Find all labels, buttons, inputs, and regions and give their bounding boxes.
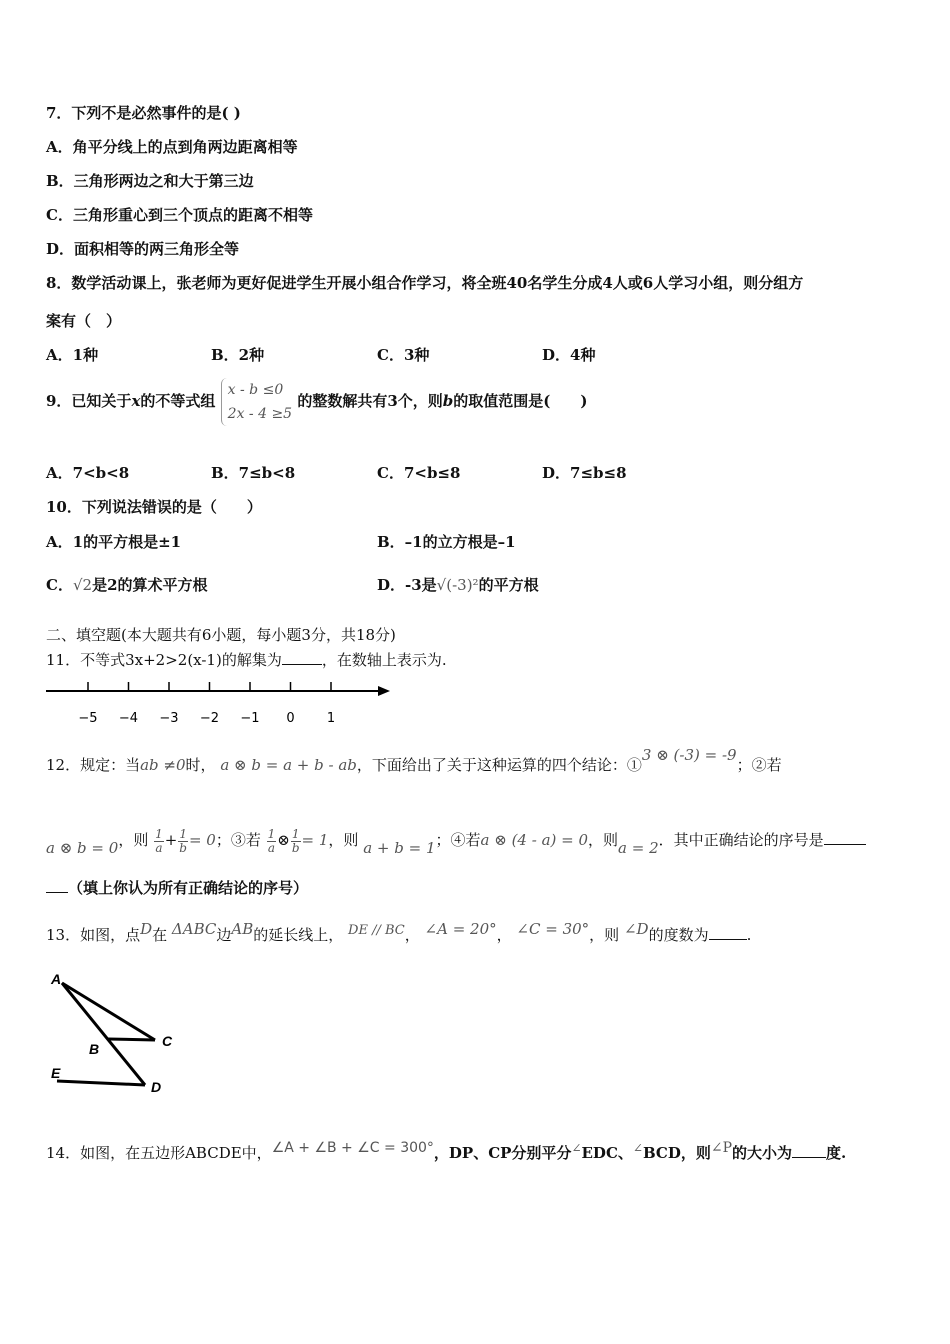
q9-option-b: B．7≤b<8	[211, 464, 296, 482]
q13-stem: 13．如图，点D在 ΔABC边AB的延长线上， DE // BC， ∠A = 20°， ∠C = 30°，则 ∠D的度数为 .	[46, 920, 752, 944]
q10-option-d: D．-3是√(-3)²的平方根	[377, 576, 539, 594]
q12-line2: a ⊗ b = 0，则 $\frac{1}{a}$ + $\frac{1}{b}$ = 0；③若 $\frac{1}{a}$ ⊗ $\frac{1}{b}$ = 1，则 a + b = 1；④若a ⊗ (4 - a) = 0，则a = 2．其中正确结论的序号是	[46, 826, 866, 855]
section-2-heading: 二、填空题(本大题共有6小题，每小题3分，共18分)	[46, 626, 396, 644]
label-d: D	[151, 1079, 162, 1095]
q12-line1: 12．规定：当ab ≠0时， a ⊗ b = a + b - ab，下面给出了关于这种运算的四个结论：①3 ⊗ (-3) = -9；②若	[46, 746, 782, 774]
label-c: C	[162, 1033, 173, 1049]
number-line-tick-label: −1	[240, 711, 260, 726]
number-line-arrow	[378, 686, 390, 696]
q9-option-c: C．7<b≤8	[377, 464, 461, 482]
q10-stem: 10．下列说法错误的是（ ）	[46, 498, 262, 516]
q8-option-b: B．2种	[211, 346, 265, 364]
number-line-tick-label: 1	[326, 711, 336, 726]
number-line-tick-label: −4	[118, 711, 139, 726]
q8-option-c: C．3种	[377, 346, 430, 364]
q8-option-a: A．1种	[46, 346, 99, 364]
q8-stem-line1: 8．数学活动课上，张老师为更好促进学生开展小组合作学习，将全班40名学生分成4人或6人学习小组，则分组方	[46, 274, 804, 292]
q7-option-d: D．面积相等的两三角形全等	[46, 240, 240, 258]
label-e: E	[51, 1065, 61, 1081]
q14-stem: 14．如图，在五边形ABCDE中，∠A + ∠B + ∠C = 300°，DP、CP分别平分∠EDC、∠BCD，则∠P的大小为 度.	[46, 1140, 847, 1162]
number-line-tick-label: −2	[199, 711, 220, 726]
number-line-ticks	[78, 682, 335, 726]
number-line-tick-label: 0	[286, 711, 295, 726]
q10-option-c: C．√2是2的算术平方根	[46, 576, 208, 594]
q8-option-d: D．4种	[542, 346, 596, 364]
q7-option-c: C．三角形重心到三个顶点的距离不相等	[46, 206, 313, 224]
q8-stem-line2: 案有（ ）	[46, 312, 122, 330]
q10-option-b: B．–1的立方根是–1	[377, 533, 516, 551]
q9-option-d: D．7≤b≤8	[542, 464, 627, 482]
number-line	[40, 678, 400, 728]
number-line-tick-label: −3	[159, 711, 179, 726]
q7-option-a: A．角平分线上的点到角两边距离相等	[46, 138, 298, 156]
q12-line3: （填上你认为所有正确结论的序号）	[46, 878, 308, 898]
q9-stem: 9．已知关于x的不等式组 x - b ≤0 2x - 4 ≥5 的整数解共有3个，则b的取值范围是( )	[46, 378, 587, 426]
q7-option-b: B．三角形两边之和大于第三边	[46, 172, 254, 190]
q11-stem: 11．不等式3x+2>2(x-1)的解集为 ，在数轴上表示为.	[46, 651, 447, 669]
number-line-tick-label: −5	[78, 711, 98, 726]
label-b: B	[89, 1041, 100, 1057]
label-a: A	[51, 971, 62, 987]
q7-stem: 7．下列不是必然事件的是( )	[46, 104, 241, 122]
q9-inequality-system: x - b ≤0 2x - 4 ≥5	[221, 378, 292, 426]
q10-option-a: A．1的平方根是±1	[46, 533, 182, 551]
q9-option-a: A．7<b<8	[46, 464, 130, 482]
q13-figure	[45, 968, 185, 1098]
